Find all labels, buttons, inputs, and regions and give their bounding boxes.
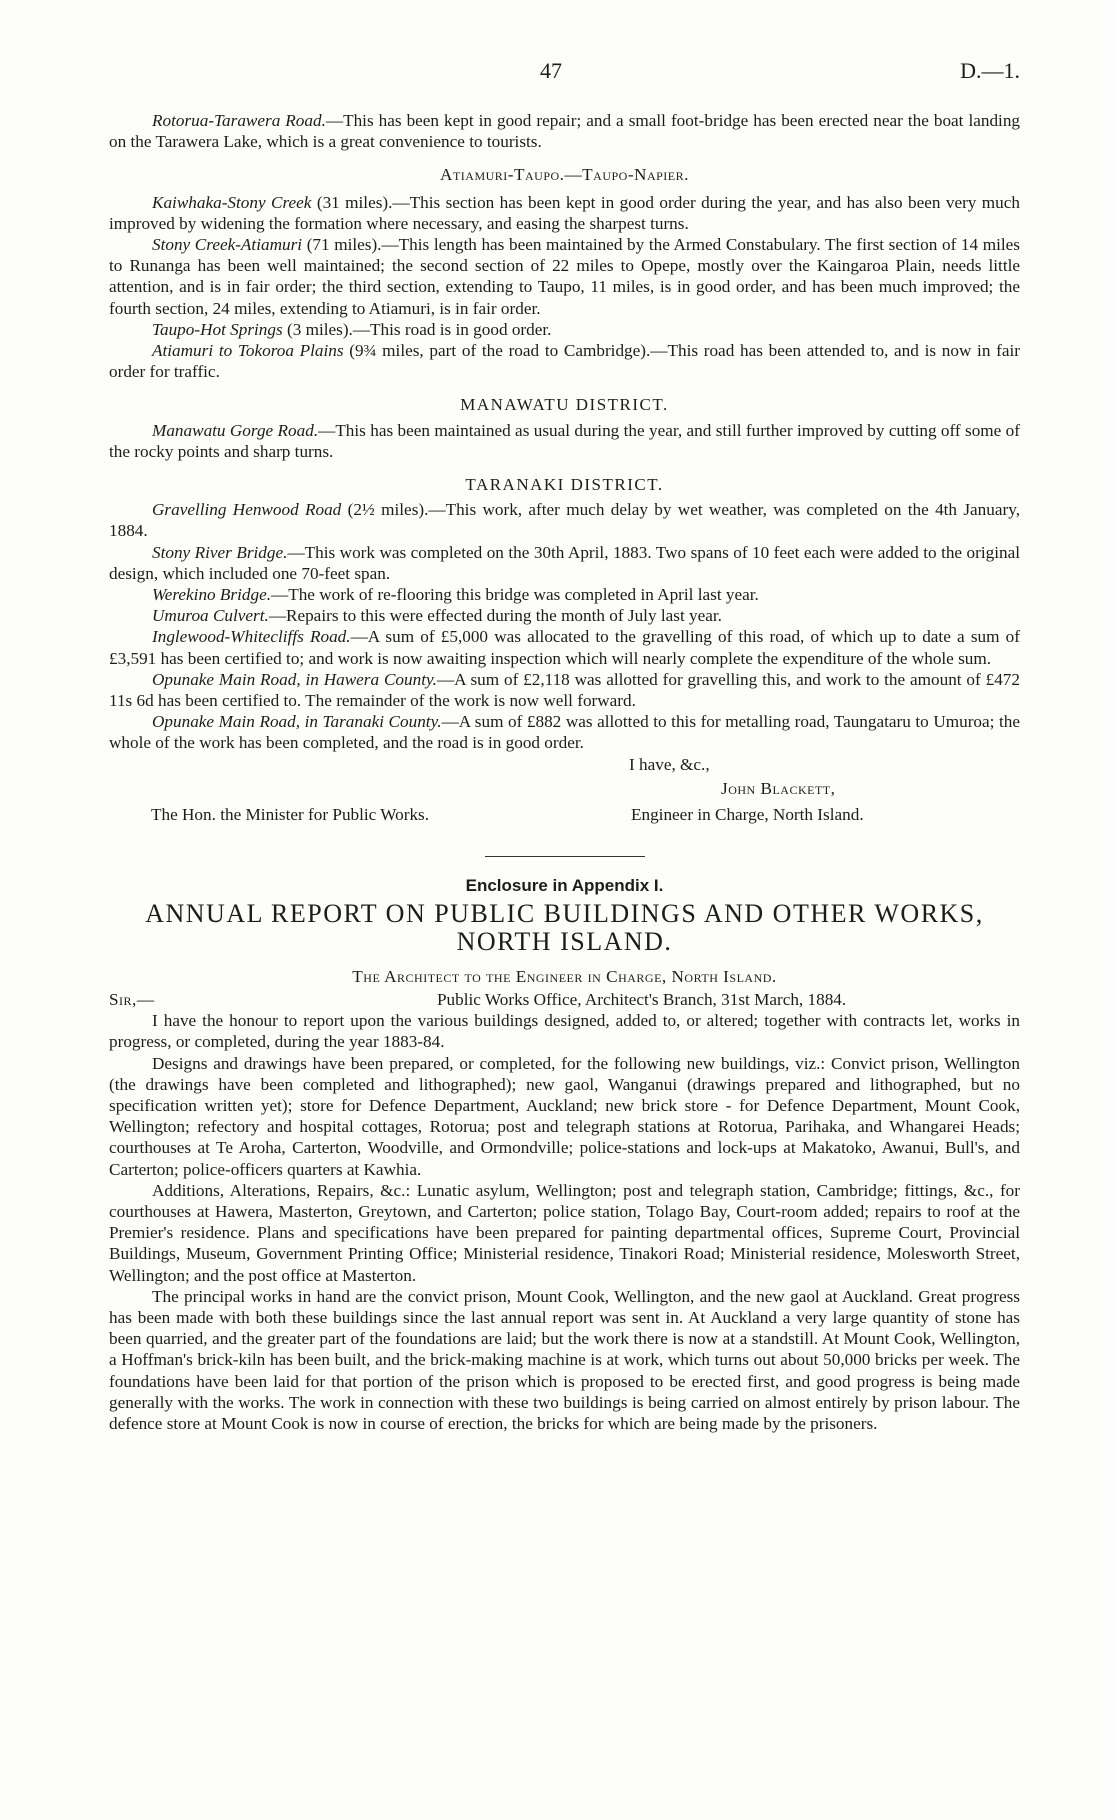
district-heading-manawatu: MANAWATU DISTRICT. bbox=[460, 395, 669, 415]
paragraph-new-buildings: Designs and drawings have been prepared, or completed, for the following new buildings, viz.: Convict prison, Wellington (the drawings have been completed and lithographed); new gaol, Wanganui (drawings prepared and lithographed, but no specification written yet); store for Defence Department, Auckland; new brick store - for Defence Department, Mount Cook, Wellington; refectory and hospital cottages, Rotorua; post and telegraph stations at Rotorua, Parihaka, and Whangarei Heads; courthouses at Te Aroha, Carterton, Woodville, and Ormondville; police-stations and lock-ups at Makatoko, Awanui, Bull's, and Carterton; police-officers quarters at Kawhia. bbox=[109, 1053, 1020, 1179]
divider-rule bbox=[485, 856, 645, 857]
paragraph-werekino-bridge: Werekino Bridge.—The work of re-flooring this bridge was completed in April last year. bbox=[152, 585, 759, 605]
from-to-line: The Architect to the Engineer in Charge, North Island. bbox=[352, 966, 777, 986]
signature-block bbox=[109, 754, 1020, 838]
sign-off: I have, &c., bbox=[629, 754, 710, 774]
paragraph-additions: Additions, Alterations, Repairs, &c.: Lunatic asylum, Wellington; post and telegraph station, Cambridge; fittings, &c., for courthouses at Hawera, Masterton, Greytown, and Carterton; police station, Tolago Bay, Court-room added; repairs to roof at the Premier's residence. Plans and specifications have been prepared for painting departmental offices, Supreme Court, Provincial Buildings, Museum, Government Printing Office; Ministerial residence, Tinakori Road; Ministerial residence, Molesworth Street, Wellington; and the post office at Masterton. bbox=[109, 1180, 1020, 1285]
section-heading-atiamuri-taupo: Atiamuri-Taupo.—Taupo-Napier. bbox=[440, 165, 689, 185]
report-title: ANNUAL REPORT ON PUBLIC BUILDINGS AND OTHER WORKS, NORTH ISLAND. bbox=[145, 898, 984, 956]
paragraph-introduction: I have the honour to report upon the various buildings designed, added to, or altered; together with contracts let, works in progress, or completed, during the year 1883-84. bbox=[109, 1011, 1020, 1052]
paragraph-inglewood-whitecliffs: Inglewood-Whitecliffs Road.—A sum of £5,000 was allocated to the gravelling of this road, of which up to date a sum of £3,591 has been certified to; and work is now awaiting inspection which will nearly complete the expenditure of the whole sum. bbox=[109, 627, 1020, 668]
district-heading-taranaki: TARANAKI DISTRICT. bbox=[465, 475, 664, 495]
dateline: Public Works Office, Architect's Branch, 31st March, 1884. bbox=[437, 990, 847, 1010]
page-number: 47 bbox=[540, 58, 562, 83]
paragraph-manawatu-gorge: Manawatu Gorge Road.—This has been maintained as usual during the year, and still further improved by cutting off some of the rocky points and sharp turns. bbox=[109, 420, 1020, 461]
signatory-title: Engineer in Charge, North Island. bbox=[631, 804, 864, 824]
salutation: Sir,— bbox=[109, 990, 155, 1010]
paragraph-opunake-hawera: Opunake Main Road, in Hawera County.—A sum of £2,118 was allotted for gravelling this, and work to the amount of £472 11s 6d has been certified to. The remainder of the work is now well forward. bbox=[109, 669, 1020, 711]
paragraph-principal-works: The principal works in hand are the convict prison, Mount Cook, Wellington, and the new gaol at Auckland. Great progress has been made with both these buildings since the last annual report was sent in. At Auckland a very large quantity of stone has been quarried, and the greater part of the foundations are laid; but the work there is now at a standstill. At Mount Cook, Wellington, a Hoffman's brick-kiln has been built, and the brick-making machine is at work, which turns out about 50,000 bricks per week. The foundations have been laid for that portion of the prison which is proposed to be erected first, and good progress is being made generally with the works. The work in connection with these two buildings is being carried on almost entirely by prison labour. The defence store at Mount Cook is now in course of erection, the bricks for which are being made by the prisoners. bbox=[109, 1286, 1020, 1433]
signatory-name: John Blackett, bbox=[721, 778, 836, 798]
paragraph-henwood-road: Gravelling Henwood Road (2½ miles).—This work, after much delay by wet weather, was completed on the 4th January, 1884. bbox=[109, 500, 1020, 541]
paragraph-opunake-taranaki: Opunake Main Road, in Taranaki County.—A sum of £882 was allotted to this for metalling road, Taungataru to Umuroa; the whole of the work has been completed, and the road is in good order. bbox=[109, 712, 1020, 753]
paragraph-stony-creek: Stony Creek-Atiamuri (71 miles).—This length has been maintained by the Armed Constabulary. The first section of 14 miles to Runanga has been well maintained; the second section of 22 miles to Opepe, mostly over the Kaingaroa Plain, needs little attention, and is in fair order; the third section, extending to Taupo, 11 miles, is in good order, and has been much improved; the fourth section, 24 miles, extending to Atiamuri, is in fair order. bbox=[109, 235, 1020, 318]
paragraph-umuroa-culvert: Umuroa Culvert.—Repairs to this were effected during the month of July last year. bbox=[152, 606, 722, 626]
paragraph-rotorua-tarawera: Rotorua-Tarawera Road.—This has been kept in good repair; and a small foot-bridge has been erected near the boat landing on the Tarawera Lake, which is a great convenience to tourists. bbox=[109, 111, 1021, 152]
addressee: The Hon. the Minister for Public Works. bbox=[151, 804, 430, 824]
paragraph-stony-river-bridge: Stony River Bridge.—This work was completed on the 30th April, 1883. Two spans of 10 feet each were added to the original design, which included one 70-feet span. bbox=[109, 542, 1020, 583]
paragraph-atiamuri-tokoroa: Atiamuri to Tokoroa Plains (9¾ miles, part of the road to Cambridge).—This road has been attended to, and is now in fair order for traffic. bbox=[109, 341, 1020, 382]
upper-report bbox=[109, 110, 1020, 1434]
paragraph-taupo-hot-springs: Taupo-Hot Springs (3 miles).—This road is in good order. bbox=[152, 319, 552, 339]
paragraph-kaiwhaka: Kaiwhaka-Stony Creek (31 miles).—This section has been kept in good order during the year, and has also been very much improved by widening the formation where necessary, and easing the sharpest turns. bbox=[109, 192, 1020, 233]
enclosure-heading: Enclosure in Appendix I. bbox=[465, 875, 664, 895]
salutation-row bbox=[109, 989, 1020, 1010]
document-reference: D.—1. bbox=[960, 58, 1020, 83]
